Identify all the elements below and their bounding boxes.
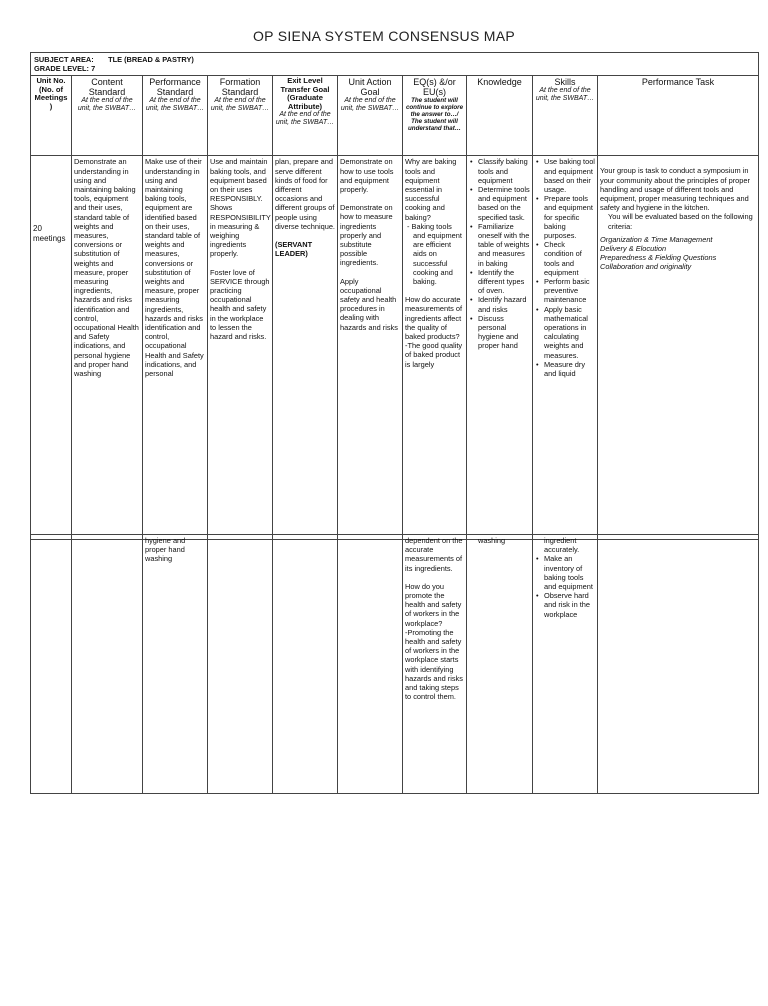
list-item: • Observe hard and risk in the workplace xyxy=(544,591,595,619)
skills-list xyxy=(535,554,595,618)
header-performance-standard: Performance Standard At the end of the unit, the SWBAT… xyxy=(143,76,208,156)
performance-standard-cell: Make use of their understanding in using and maintaining baking tools, equipment are identified based on their uses, standard table of weights and measures, conversions or substitution of weights and measure, proper measuring ingredients, hazards and risks identification and control, occupational Health and Safety indications, and personal xyxy=(143,156,208,540)
criteria-item: Collaboration and originality xyxy=(600,262,692,272)
list-item: • Discuss personal hygiene and proper hand xyxy=(478,314,530,351)
list-item: • Familiarize oneself with the table of weights and measures in baking xyxy=(478,222,530,268)
list-item: • Perform basic preventive maintenance xyxy=(544,277,595,305)
formation-standard-cell xyxy=(208,535,273,794)
header-knowledge: Knowledge xyxy=(467,76,533,156)
skills-list xyxy=(535,157,595,378)
exit-goal-cell xyxy=(273,535,338,794)
consensus-map-table xyxy=(30,52,759,540)
unit-cell: 20 meetings xyxy=(31,156,72,540)
list-item: • Apply basic mathematical operations in calculating weights and measures. xyxy=(544,305,595,360)
criteria-item: Delivery & Elocution xyxy=(600,244,667,254)
content-standard-cell: Demonstrate an understanding in using and maintaining baking tools, equipment and their uses, standard table of weights and measures, conversions or substitution of weights and measure, proper measuring ingredients, hazards and risks identification and control, occupational Health and Safety indications, and personal hygiene and proper hand washing xyxy=(72,156,143,540)
knowledge-cell xyxy=(467,156,533,540)
skills-cell: ingredient accurately. • Make an inventory of baking tools and equipment • Observe hard and risk in the workplace xyxy=(533,535,598,794)
action-goal-cell xyxy=(338,535,403,794)
header-action-goal: Unit Action Goal At the end of the unit, the SWBAT… xyxy=(338,76,403,156)
eq-eu-cell: Why are baking tools and equipment essential in successful cooking and baking? - Baking tools and equipment are efficient aids on successful cooking and baking. How do accurate measurements of ingredients affect the quality of baked products? -The good quality of baked product is largely xyxy=(403,156,467,540)
list-item: • Determine tools and equipment based on the specified task. xyxy=(478,185,530,222)
subject-area-value: TLE (BREAD & PASTRY) xyxy=(108,55,194,64)
list-item: • Classify baking tools and equipment xyxy=(478,157,530,185)
skills-cell xyxy=(533,156,598,540)
list-item: • Measure dry and liquid xyxy=(544,360,595,378)
header-eq-eu: EQ(s) &/or EU(s) The student will continue to explore the answer to…/ The student will understand that… xyxy=(403,76,467,156)
consensus-map-continuation-table xyxy=(30,534,759,794)
header-content-standard: Content Standard At the end of the unit, the SWBAT… xyxy=(72,76,143,156)
list-item: • Identify hazard and risks xyxy=(478,295,530,313)
header-formation-standard: Formation Standard At the end of the unit, the SWBAT… xyxy=(208,76,273,156)
list-item: • Check condition of tools and equipment xyxy=(544,240,595,277)
eq-eu-cell: dependent on the accurate measurements of its ingredients. How do you promote the health and safety of workers in the workplace? -Promoting the health and safety of workers in the workplace starts with identifying hazards and risks and taking steps to control them. xyxy=(403,535,467,794)
performance-standard-cell: hygiene and proper hand washing xyxy=(143,535,208,794)
grade-level: GRADE LEVEL: 7 xyxy=(34,64,96,74)
performance-task-cell xyxy=(598,535,759,794)
header-unit: Unit No. (No. of Meetings ) xyxy=(31,76,72,156)
list-item: • Make an inventory of baking tools and equipment xyxy=(544,554,595,591)
criteria-item: Organization & Time Management xyxy=(600,234,713,244)
subject-area-label: SUBJECT AREA: xyxy=(34,55,94,64)
list-item: • Identify the different types of oven. xyxy=(478,268,530,296)
action-goal-cell: Demonstrate on how to use tools and equipment properly. Demonstrate on how to measure ingredients properly and substitute possible ingredients. Apply occupational safety and health procedures in dealing with hazards and risks xyxy=(338,156,403,540)
content-standard-cell xyxy=(72,535,143,794)
performance-task-cell: Your group is task to conduct a symposium in your community about the principles of proper handling and usage of different tools and equipment, proper measuring techniques and safety and hygiene in the kitchen. You will be evaluated based on the following criteria: Organization & Time Management Delivery & Elocution Preparedness & Fielding Questions Collaboration and originality xyxy=(598,156,759,540)
knowledge-list xyxy=(469,157,530,350)
subject-meta xyxy=(31,53,759,76)
exit-goal-cell: plan, prepare and serve different kinds of food for different occasions and different groups of people using diverse technique. (SERVANT LEADER) xyxy=(273,156,338,540)
unit-cell xyxy=(31,535,72,794)
knowledge-cell: washing xyxy=(467,535,533,794)
list-item: • Prepare tools and equipment for specific baking purposes. xyxy=(544,194,595,240)
page-title: OP SIENA SYSTEM CONSENSUS MAP xyxy=(252,28,516,44)
list-item: • Use baking tool and equipment based on their usage. xyxy=(544,157,595,194)
header-exit-goal: Exit Level Transfer Goal (Graduate Attribute) At the end of the unit, the SWBAT… xyxy=(273,76,338,156)
formation-standard-cell: Use and maintain baking tools, and equipment based on their uses RESPONSIBLY. Shows RESPONSIBILITY in measuring & weighing ingredients properly. Foster love of SERVICE through practicing occupational health and safety in the workplace to lessen the hazard and risks. xyxy=(208,156,273,540)
header-skills: Skills At the end of the unit, the SWBAT… xyxy=(533,76,598,156)
criteria-item: Preparedness & Fielding Questions xyxy=(600,253,717,263)
header-performance-task: Performance Task xyxy=(598,76,759,156)
